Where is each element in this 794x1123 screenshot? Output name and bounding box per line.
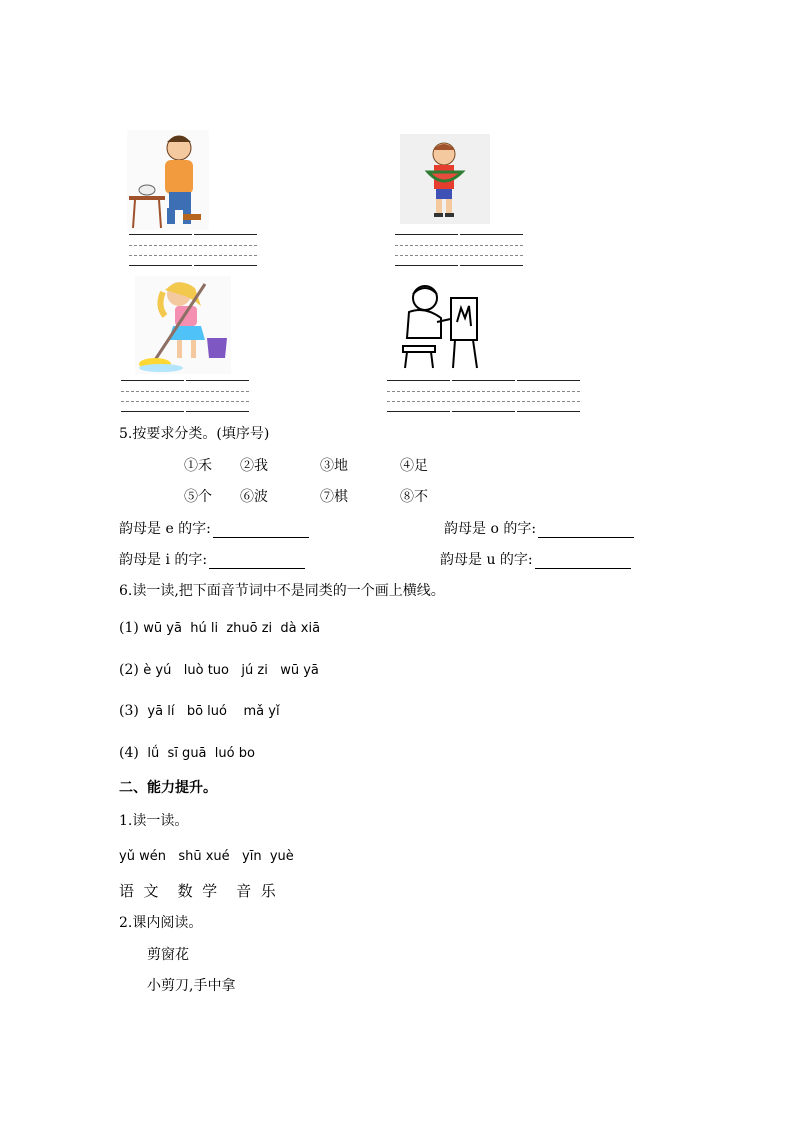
- q6-item: [119, 702, 280, 721]
- q6-item: [119, 661, 319, 680]
- fill-i-row: [119, 551, 305, 569]
- q5-title: 5.按要求分类。(填序号): [119, 426, 270, 442]
- q6-item-text[interactable]: lǘ sī guā luó bo: [143, 746, 255, 761]
- fill-e-blank[interactable]: [213, 523, 309, 538]
- q5-option: ②我: [240, 458, 268, 474]
- section2-pinyin-line: yǔ wén shū xué yīn yuè: [119, 849, 294, 864]
- pinyin-grid-3[interactable]: [121, 380, 251, 412]
- section2-title: 二、能力提升。: [119, 780, 217, 796]
- q5-option: ⑥波: [240, 489, 268, 505]
- pinyin-grid-4[interactable]: [387, 380, 582, 412]
- q6-item: [119, 744, 255, 763]
- q6-title: 6.读一读,把下面音节词中不是同类的一个画上横线。: [119, 583, 445, 599]
- fill-e-label: 韵母是 e 的字:: [119, 521, 211, 537]
- q6-item-num: (3): [119, 703, 139, 719]
- q6-item-num: (2): [119, 662, 139, 678]
- fill-o-blank[interactable]: [538, 523, 634, 538]
- fill-u-blank[interactable]: [535, 554, 631, 569]
- q6-item-text[interactable]: yā lí bō luó mǎ yǐ: [143, 704, 280, 719]
- child-painting-icon: [397, 282, 485, 370]
- pinyin-grid-1[interactable]: [129, 234, 259, 266]
- section2-q2-title: 2.课内阅读。: [119, 915, 203, 931]
- q5-option: ⑤个: [184, 489, 212, 505]
- boy-eating-watermelon-icon: [400, 134, 490, 224]
- fill-o-label: 韵母是 o 的字:: [444, 521, 537, 537]
- fill-u-label: 韵母是 u 的字:: [440, 552, 533, 568]
- q6-item-num: (1): [119, 620, 139, 636]
- q5-option: ④足: [400, 458, 428, 474]
- section2-hanzi-line: 语 文 数 学 音 乐: [119, 882, 276, 900]
- fill-i-label: 韵母是 i 的字:: [119, 552, 208, 568]
- q5-option: ③地: [320, 458, 348, 474]
- q5-option: ①禾: [184, 458, 212, 474]
- q6-item-text[interactable]: wū yā hú li zhuō zi dà xiā: [143, 621, 321, 636]
- fill-i-blank[interactable]: [209, 554, 305, 569]
- fill-o-row: [444, 520, 634, 538]
- q6-item-text[interactable]: è yú luò tuo jú zi wū yā: [143, 663, 319, 678]
- girl-mopping-icon: [135, 276, 231, 374]
- poem-title: 剪窗花: [147, 947, 189, 963]
- poem-line: 小剪刀,手中拿: [147, 978, 236, 994]
- man-drinking-tea-icon: [127, 130, 209, 230]
- q5-option: ⑧不: [400, 489, 428, 505]
- section2-q1-title: 1.读一读。: [119, 813, 189, 829]
- q6-item: [119, 619, 320, 638]
- pinyin-grid-2[interactable]: [395, 234, 525, 266]
- fill-u-row: [440, 551, 631, 569]
- q6-item-num: (4): [119, 745, 139, 761]
- fill-e-row: [119, 520, 309, 538]
- q5-option: ⑦棋: [320, 489, 348, 505]
